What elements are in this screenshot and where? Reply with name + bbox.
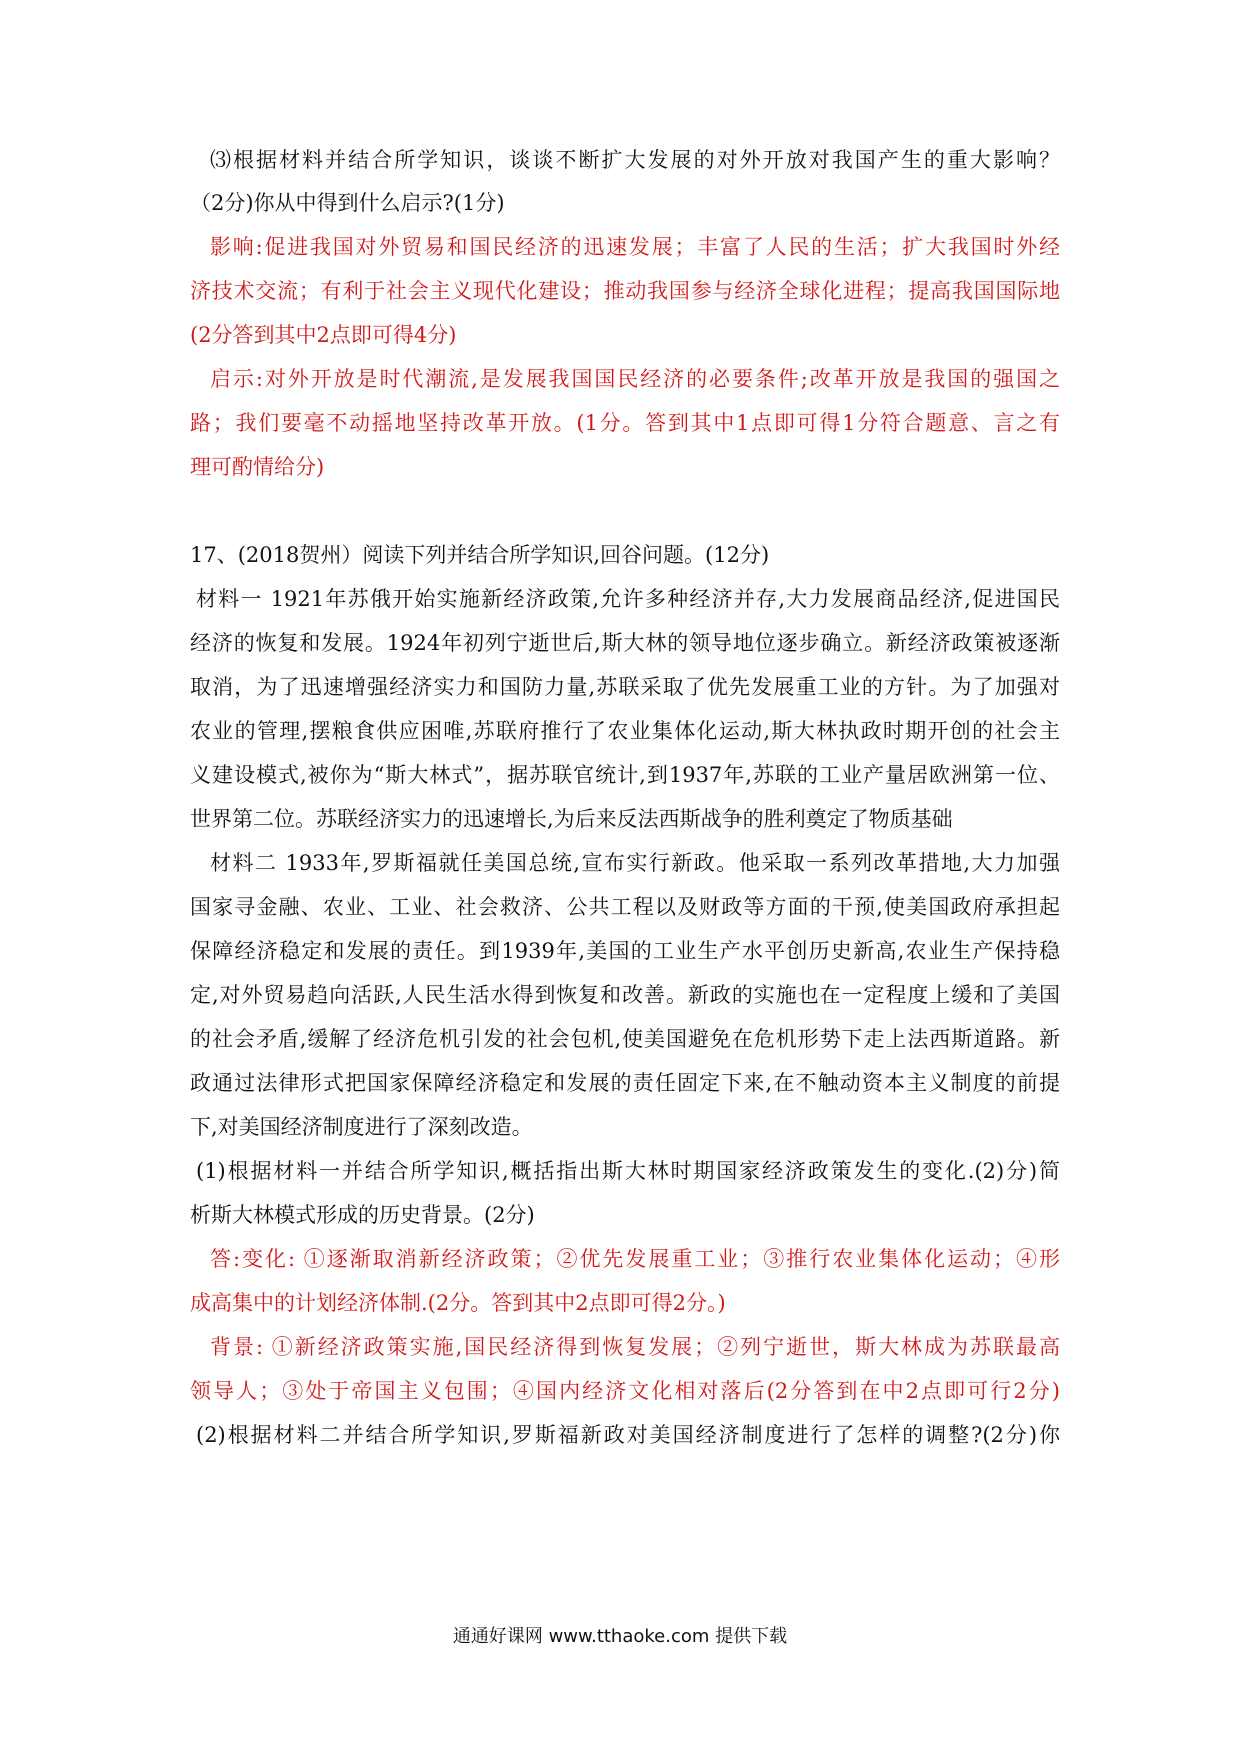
q17-material2-line-7: 下,对美国经济制度进行了深刻改造。 xyxy=(190,1115,533,1139)
q17-background-line-1: 背景: ①新经济政策实施,国民经济得到恢复发展；②列宁逝世，斯大林成为苏联最高 xyxy=(210,1335,1060,1359)
q17-part2-line-1: (2)根据材料二并结合所学知识,罗斯福新政对美国经济制度进行了怎样的调整?(2分)你 xyxy=(196,1423,1060,1447)
q16-part3-line-1: ⑶根据材料并结合所学知识，谈谈不断扩大发展的对外开放对我国产生的重大影响？ xyxy=(210,148,1060,172)
q17-material1-line-6: 世界第二位。苏联经济实力的迅速增长,为后来反法西斯战争的胜利奠定了物质基础 xyxy=(190,807,953,831)
q16-impact-line-3: (2分答到其中2点即可得4分) xyxy=(190,323,457,347)
q17-material1-line-2: 经济的恢复和发展。1924年初列宁逝世后,斯大林的领导地位逐步确立。新经济政策被逐渐 xyxy=(190,631,1060,655)
q17-material2-line-3: 保障经济稳定和发展的责任。到1939年,美国的工业生产水平创历史新高,农业生产保持稳 xyxy=(190,939,1060,963)
q16-part3-line-2: （2分)你从中得到什么启示?(1分) xyxy=(190,191,505,215)
q17-background-line-2: 领导人；③处于帝国主义包围；④国内经济文化相对落后(2分答到在中2点即可行2分) xyxy=(190,1379,1060,1403)
q17-material2-line-1: 材料二 1933年,罗斯福就任美国总统,宣布实行新政。他采取一系列改革措地,大力加强 xyxy=(210,851,1060,875)
q16-inspiration-line-2: 路；我们要毫不动摇地坚持改革开放。(1分。答到其中1点即可得1分符合题意、言之有 xyxy=(190,411,1060,435)
q16-inspiration-line-1: 启示:对外开放是时代潮流,是发展我国国民经济的必要条件;改革开放是我国的强国之 xyxy=(210,367,1060,391)
q17-material1-line-5: 义建设模式,被你为“斯大林式”，据苏联官统计,到1937年,苏联的工业产量居欧洲第一位、 xyxy=(190,763,1060,787)
q17-change-line-2: 成高集中的计划经济体制.(2分。答到其中2点即可得2分。) xyxy=(190,1291,726,1315)
q17-part1-line-1: (1)根据材料一并结合所学知识,概括指出斯大林时期国家经济政策发生的变化.(2)分)简 xyxy=(196,1159,1060,1183)
q17-material1-line-4: 农业的管理,摆粮食供应困唯,苏联府推行了农业集体化运动,斯大林执政时期开创的社会主 xyxy=(190,719,1060,743)
q16-inspiration-line-3: 理可酌情给分) xyxy=(190,455,325,479)
q17-part1-line-2: 析斯大林模式形成的历史背景。(2分) xyxy=(190,1203,535,1227)
q17-material1-line-1: 材料一 1921年苏俄开始实施新经济政策,允许多种经济并存,大力发展商品经济,促进国民 xyxy=(196,587,1060,611)
q17-header: 17、(2018贺州）阅读下列并结合所学知识,回谷问题。(12分) xyxy=(190,543,770,567)
q17-material2-line-6: 政通过法律形式把国家保障经济稳定和发展的责任固定下来,在不触动资本主义制度的前提 xyxy=(190,1071,1060,1095)
q17-change-line-1: 答:变化: ①逐渐取消新经济政策；②优先发展重工业；③推行农业集体化运动；④形 xyxy=(210,1247,1060,1271)
footer-watermark-text: 通通好课网 www.tthaoke.com 提供下载 xyxy=(452,1626,788,1647)
q16-impact-line-2: 济技术交流；有利于社会主义现代化建设；推动我国参与经济全球化进程；提高我国国际地 xyxy=(190,279,1060,303)
q17-material2-line-4: 定,对外贸易趋向活跃,人民生活水得到恢复和改善。新政的实施也在一定程度上缓和了美国 xyxy=(190,983,1060,1007)
q17-material2-line-2: 国家寻金融、农业、工业、社会救济、公共工程以及财政等方面的干预,使美国政府承担起 xyxy=(190,895,1060,919)
q16-impact-line-1: 影响:促进我国对外贸易和国民经济的迅速发展；丰富了人民的生活；扩大我国时外经 xyxy=(210,235,1060,259)
q17-material2-line-5: 的社会矛盾,缓解了经济危机引发的社会包机,使美国避免在危机形势下走上法西斯道路。新 xyxy=(190,1027,1060,1051)
q17-material1-line-3: 取消，为了迅速增强经济实力和国防力量,苏联采取了优先发展重工业的方针。为了加强对 xyxy=(190,675,1060,699)
